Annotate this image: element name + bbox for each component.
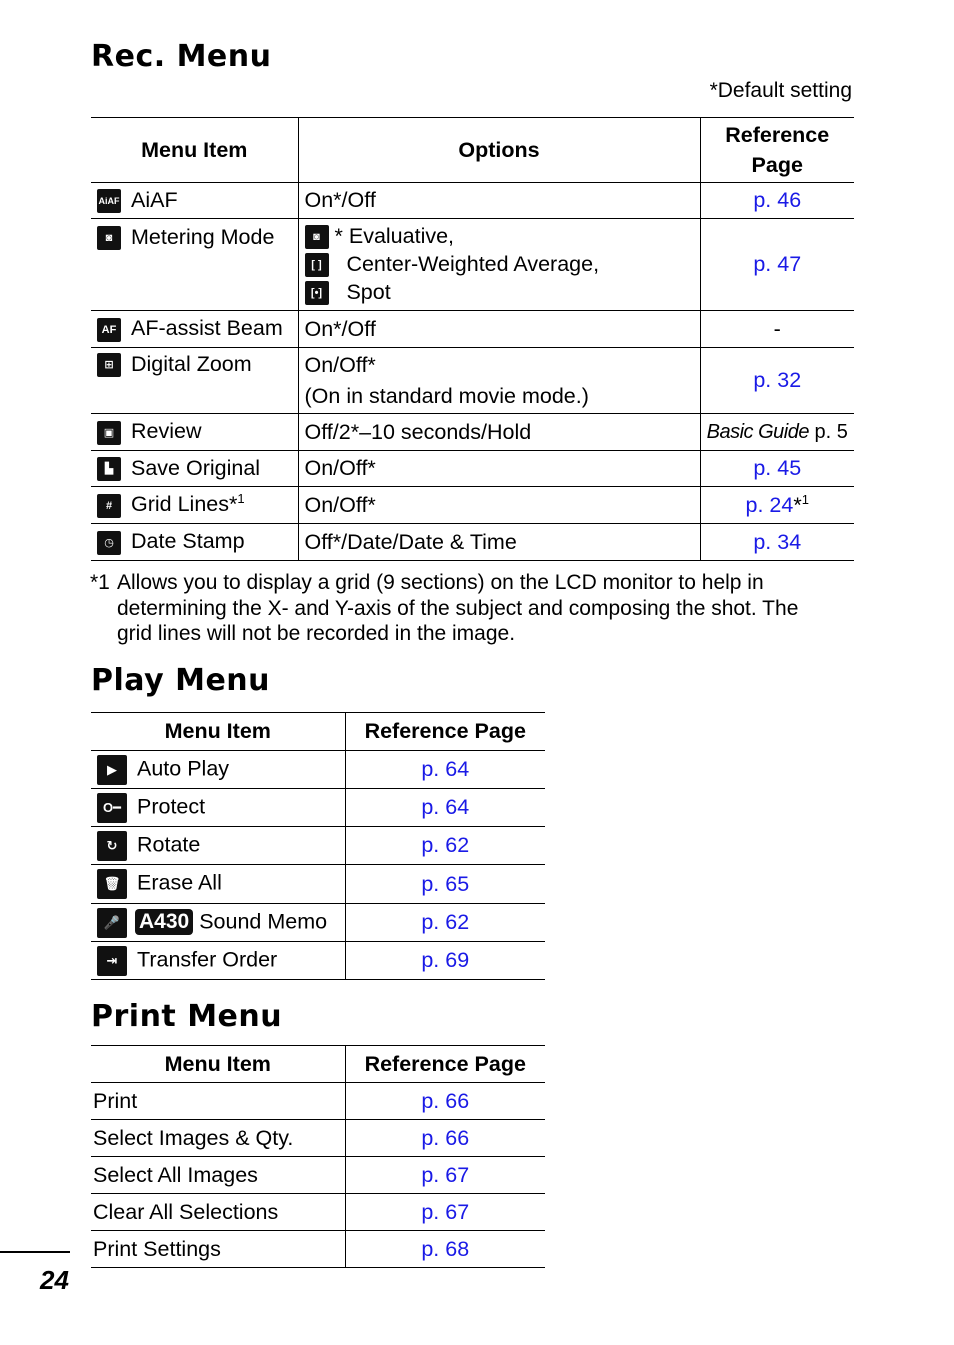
menu-item-print: Print — [91, 1083, 345, 1120]
menu-item-label: Metering Mode — [131, 225, 275, 249]
footnote-text: determining the X- and Y-axis of the subject and composing the shot. The — [117, 596, 799, 620]
rec-header-ref-line2: Page — [751, 153, 803, 177]
ref-link[interactable]: p. 67 — [421, 1162, 470, 1187]
ref-page: p. 24 — [745, 492, 794, 517]
menu-item-auto-play — [91, 751, 345, 789]
option-text: Center-Weighted Average, — [346, 252, 600, 276]
menu-item-label: Rotate — [137, 832, 201, 857]
protect-icon: O━ — [97, 793, 127, 823]
options-cell: Off/2*–10 seconds/Hold — [298, 414, 700, 451]
review-icon: ▣ — [97, 421, 121, 445]
table-row — [91, 487, 854, 524]
option-text: On/Off* — [304, 352, 376, 377]
sound-memo-icon: 🎤 — [97, 908, 127, 938]
center-weighted-metering-icon: [ ] — [305, 253, 329, 277]
transfer-order-icon: ⇥ — [97, 946, 127, 976]
menu-item-review — [91, 414, 298, 451]
page-number: 24 — [40, 1265, 69, 1295]
page-number-rule — [0, 1251, 70, 1253]
grid-lines-footnote — [90, 570, 860, 647]
options-cell: On/Off* — [298, 451, 700, 487]
ref-link[interactable]: p. 47 — [753, 252, 802, 276]
evaluative-metering-icon: ◙ — [305, 225, 329, 249]
menu-item-aiaf — [91, 183, 298, 219]
basic-guide-label: Basic Guide — [706, 420, 809, 443]
table-row — [91, 865, 545, 904]
ref-link[interactable]: p. 45 — [753, 456, 802, 480]
ref-link[interactable]: p. 32 — [753, 368, 802, 392]
menu-item-metering-mode — [91, 219, 298, 311]
aiaf-icon: AiAF — [97, 189, 121, 213]
table-row — [91, 942, 545, 980]
play-menu-title: Play Menu — [91, 663, 271, 698]
basic-guide-page: p. 5 — [808, 420, 848, 443]
ref-link[interactable]: p. 66 — [421, 1125, 470, 1150]
grid-lines-icon: # — [97, 494, 121, 518]
ref-link[interactable]: p. 68 — [421, 1236, 470, 1261]
menu-item-label: Review — [131, 419, 202, 444]
ref-link[interactable]: p. 64 — [421, 795, 470, 819]
table-row — [91, 751, 545, 789]
table-row — [91, 904, 545, 942]
metering-icon: ◙ — [97, 226, 121, 250]
options-cell: On*/Off — [298, 311, 700, 348]
table-row — [91, 451, 854, 487]
rec-header-options: Options — [298, 118, 700, 183]
footnote-text: Allows you to display a grid (9 sections) on the LCD monitor to help in — [117, 571, 764, 594]
default-setting-note: *Default setting — [709, 79, 852, 102]
menu-item-grid-lines — [91, 487, 298, 524]
ref-link[interactable]: p. 69 — [421, 948, 470, 972]
play-header-ref: Reference Page — [364, 719, 526, 743]
rec-menu-table — [91, 117, 854, 561]
table-row — [91, 414, 854, 451]
menu-item-label: Save Original — [131, 455, 261, 480]
menu-item-label: Date Stamp — [131, 529, 245, 554]
menu-item-clear-all-selections: Clear All Selections — [91, 1194, 345, 1231]
auto-play-icon: ▶ — [97, 755, 127, 785]
date-stamp-icon: ◷ — [97, 531, 121, 555]
table-row — [91, 1194, 545, 1231]
af-assist-beam-icon: AF — [97, 318, 121, 342]
save-original-icon: ▙ — [97, 457, 121, 481]
table-row — [91, 311, 854, 348]
ref-link[interactable]: p. 34 — [753, 529, 802, 554]
model-badge: A430 — [135, 909, 193, 935]
ref-link[interactable]: p. 64 — [421, 757, 470, 781]
menu-item-label: Erase All — [137, 870, 222, 895]
rec-header-ref — [700, 118, 854, 183]
rec-menu-title: Rec. Menu — [91, 39, 272, 74]
menu-item-label: Auto Play — [137, 756, 230, 781]
menu-item-label: Transfer Order — [137, 947, 278, 972]
rotate-icon: ↻ — [97, 831, 127, 861]
option-text: Spot — [346, 280, 391, 304]
table-row — [91, 1231, 545, 1268]
table-row — [91, 219, 854, 311]
menu-item-select-all-images: Select All Images — [91, 1157, 345, 1194]
menu-item-label: Grid Lines* — [131, 492, 238, 517]
options-cell: On*/Off — [298, 183, 700, 219]
menu-item-rotate — [91, 827, 345, 865]
options-cell: On/Off* — [298, 487, 700, 524]
menu-item-erase-all — [91, 865, 345, 904]
ref-text: - — [773, 316, 781, 341]
ref-link[interactable]: p. 62 — [421, 910, 470, 934]
table-row — [91, 183, 854, 219]
ref-link[interactable] — [700, 487, 854, 524]
print-menu-title: Print Menu — [91, 999, 283, 1034]
menu-item-af-assist-beam — [91, 311, 298, 348]
ref-link[interactable]: p. 62 — [421, 833, 470, 857]
footnote-marker: 1 — [801, 491, 809, 507]
print-header-item: Menu Item — [91, 1046, 345, 1083]
ref-link[interactable]: p. 46 — [753, 188, 802, 212]
options-cell: Off*/Date/Date & Time — [298, 524, 700, 561]
option-note: (On in standard movie mode.) — [304, 383, 589, 408]
menu-item-save-original — [91, 451, 298, 487]
table-row — [91, 789, 545, 827]
option-text: Evaluative, — [348, 224, 455, 248]
default-marker: * — [334, 224, 343, 248]
menu-item-transfer-order — [91, 942, 345, 980]
play-menu-table — [91, 712, 545, 980]
menu-item-protect — [91, 789, 345, 827]
play-header-item: Menu Item — [91, 713, 345, 751]
ref-link[interactable]: p. 66 — [421, 1088, 470, 1113]
footnote-text: grid lines will not be recorded in the image. — [117, 622, 516, 645]
menu-item-label: Protect — [137, 794, 206, 819]
menu-item-print-settings: Print Settings — [91, 1231, 345, 1268]
table-row — [91, 1157, 545, 1194]
table-row — [91, 348, 854, 414]
menu-item-label: AF-assist Beam — [131, 316, 283, 341]
table-row — [91, 524, 854, 561]
print-header-ref: Reference Page — [364, 1051, 526, 1076]
spot-metering-icon: [•] — [305, 281, 329, 305]
menu-item-label: Sound Memo — [199, 909, 328, 934]
menu-item-date-stamp — [91, 524, 298, 561]
ref-asterisk: * — [793, 492, 802, 517]
menu-item-digital-zoom — [91, 348, 298, 414]
ref-link[interactable]: p. 65 — [421, 871, 470, 896]
menu-item-label: AiAF — [131, 187, 178, 212]
table-row — [91, 1120, 545, 1157]
ref-basic-guide — [700, 414, 854, 451]
rec-header-ref-line1: Reference — [725, 123, 830, 147]
table-row — [91, 1083, 545, 1120]
menu-item-sound-memo — [91, 904, 345, 942]
menu-item-select-images-qty: Select Images & Qty. — [91, 1120, 345, 1157]
footnote-marker: 1 — [237, 491, 245, 507]
erase-all-icon: 🗑 — [97, 869, 127, 899]
ref-link[interactable]: p. 67 — [421, 1199, 470, 1224]
print-menu-table — [91, 1045, 545, 1268]
footnote-number: *1 — [90, 571, 110, 594]
table-row — [91, 827, 545, 865]
menu-item-label: Digital Zoom — [131, 352, 252, 376]
options-cell — [298, 348, 700, 414]
rec-header-item: Menu Item — [91, 118, 298, 183]
digital-zoom-icon: ⊞ — [97, 353, 121, 377]
options-cell — [298, 219, 700, 311]
